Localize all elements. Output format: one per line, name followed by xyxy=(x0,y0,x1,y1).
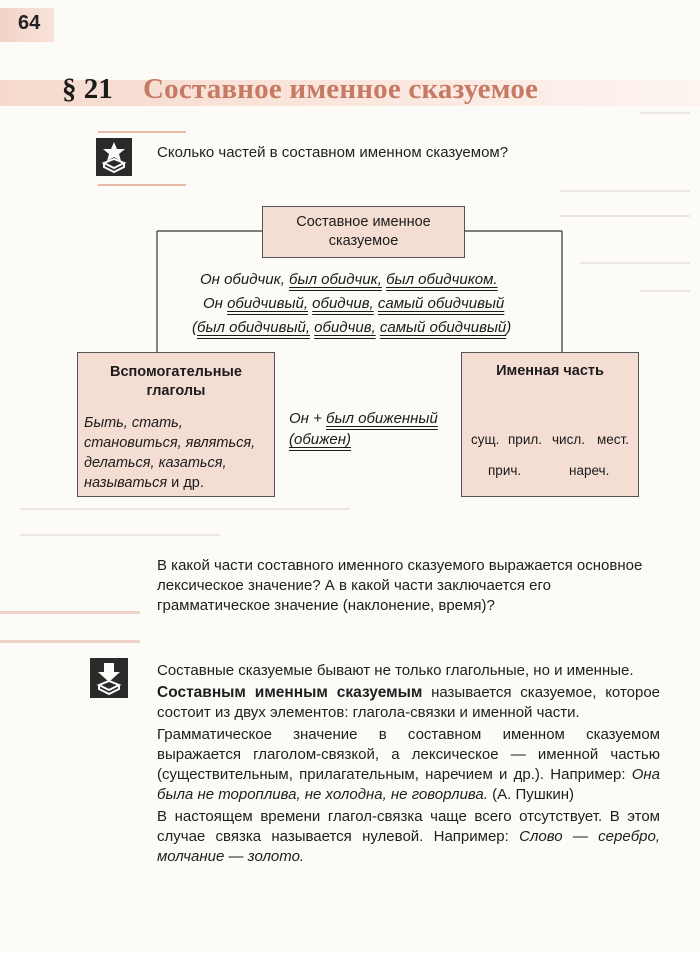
paren-close: ) xyxy=(506,319,512,336)
example-underlined: был обидчик, xyxy=(289,271,382,288)
middle-phrase: был обиженный xyxy=(326,410,438,427)
section-title: Составное именное сказуемое xyxy=(143,73,539,105)
rule-paragraph-2 xyxy=(157,683,660,723)
nominal-part-title: Именная часть xyxy=(496,363,604,379)
example-underlined: обидчив, xyxy=(312,295,374,312)
verb-list-tail: и др. xyxy=(167,475,204,491)
rule-paragraph-4 xyxy=(157,807,660,867)
example-underlined: был обидчиком. xyxy=(386,271,498,288)
diagram-top-box xyxy=(262,206,465,258)
example-line-2 xyxy=(203,295,504,312)
rule-example-author: (А. Пушкин) xyxy=(487,786,574,803)
middle-pronoun: Он + xyxy=(289,410,322,427)
auxiliary-verbs-title: глаголы xyxy=(146,383,206,399)
rule-paragraph-3 xyxy=(157,725,660,805)
middle-phrase-short: (обижен) xyxy=(289,431,352,448)
page-number: 64 xyxy=(18,12,41,34)
pos-label: прил. xyxy=(508,432,542,447)
pos-label: мест. xyxy=(597,432,629,447)
example-text: Он обидчик, xyxy=(200,271,285,288)
example-underlined: самый обидчивый xyxy=(379,319,507,336)
rule-text xyxy=(157,661,660,867)
verb-list-line: Быть, стать, xyxy=(84,415,183,431)
rule-paragraph-4-text: В настоящем времени глагол-связка чаще всего отсутствует. В этом случае связка называется нулевой. Например: xyxy=(157,808,660,845)
pos-label: сущ. xyxy=(471,432,500,447)
rule-paragraph-1: Составные сказуемые бывают не только глагольные, но и именные. xyxy=(157,662,634,679)
example-line-1 xyxy=(200,271,498,288)
question-text: Сколько частей в составном именном сказуемом? xyxy=(157,144,509,161)
auxiliary-verbs-box xyxy=(77,352,275,497)
rule-example-1: Она была не тороплива, не холодна, не говорлива. xyxy=(157,766,660,803)
decor-stripe xyxy=(0,611,140,614)
rule-paragraph-3-text: Грамматическое значение в составном именном сказуемом выражается глаголом-связкой, а лексическое — именной частью (существительным, прилагательным, наречием и др.). Например: xyxy=(157,726,660,783)
decor-stripe xyxy=(0,640,140,643)
example-underlined: обидчив, xyxy=(314,319,376,336)
example-underlined: был обидчивый, xyxy=(197,319,310,336)
example-underlined: самый обидчивый xyxy=(377,295,505,312)
pos-label: нареч. xyxy=(569,463,610,478)
diagram-top-label: Составное именное сказуемое xyxy=(296,214,431,249)
rule-term: Составным именным сказуемым xyxy=(157,684,423,701)
auxiliary-verbs-title: Вспомогательные xyxy=(110,364,242,380)
middle-example xyxy=(289,408,438,450)
rule-definition: называется сказуемое, которое состоит из двух элементов: глагола-связки и именной части. xyxy=(157,684,661,721)
pos-label: числ. xyxy=(552,432,585,447)
rule-example-2: Слово — серебро, молчание — золото. xyxy=(157,828,660,865)
paren-open: ( xyxy=(192,319,197,336)
verb-list-line: делаться, казаться, xyxy=(84,455,227,471)
pos-label: прич. xyxy=(488,463,522,478)
example-text: Он xyxy=(203,295,223,312)
rule-marker-icon xyxy=(90,658,128,698)
section-number: § 21 xyxy=(62,73,113,105)
example-underlined: обидчивый, xyxy=(227,295,308,312)
verb-list-line: становиться, являться, xyxy=(84,435,256,451)
question-2-text: В какой части составного именного сказуемого выражается основное лексическое значение? А в какой части заключается его грамматическое значение (наклонение, время)? xyxy=(157,557,643,614)
example-line-3 xyxy=(192,319,511,336)
verb-list-line: называться xyxy=(84,475,168,491)
